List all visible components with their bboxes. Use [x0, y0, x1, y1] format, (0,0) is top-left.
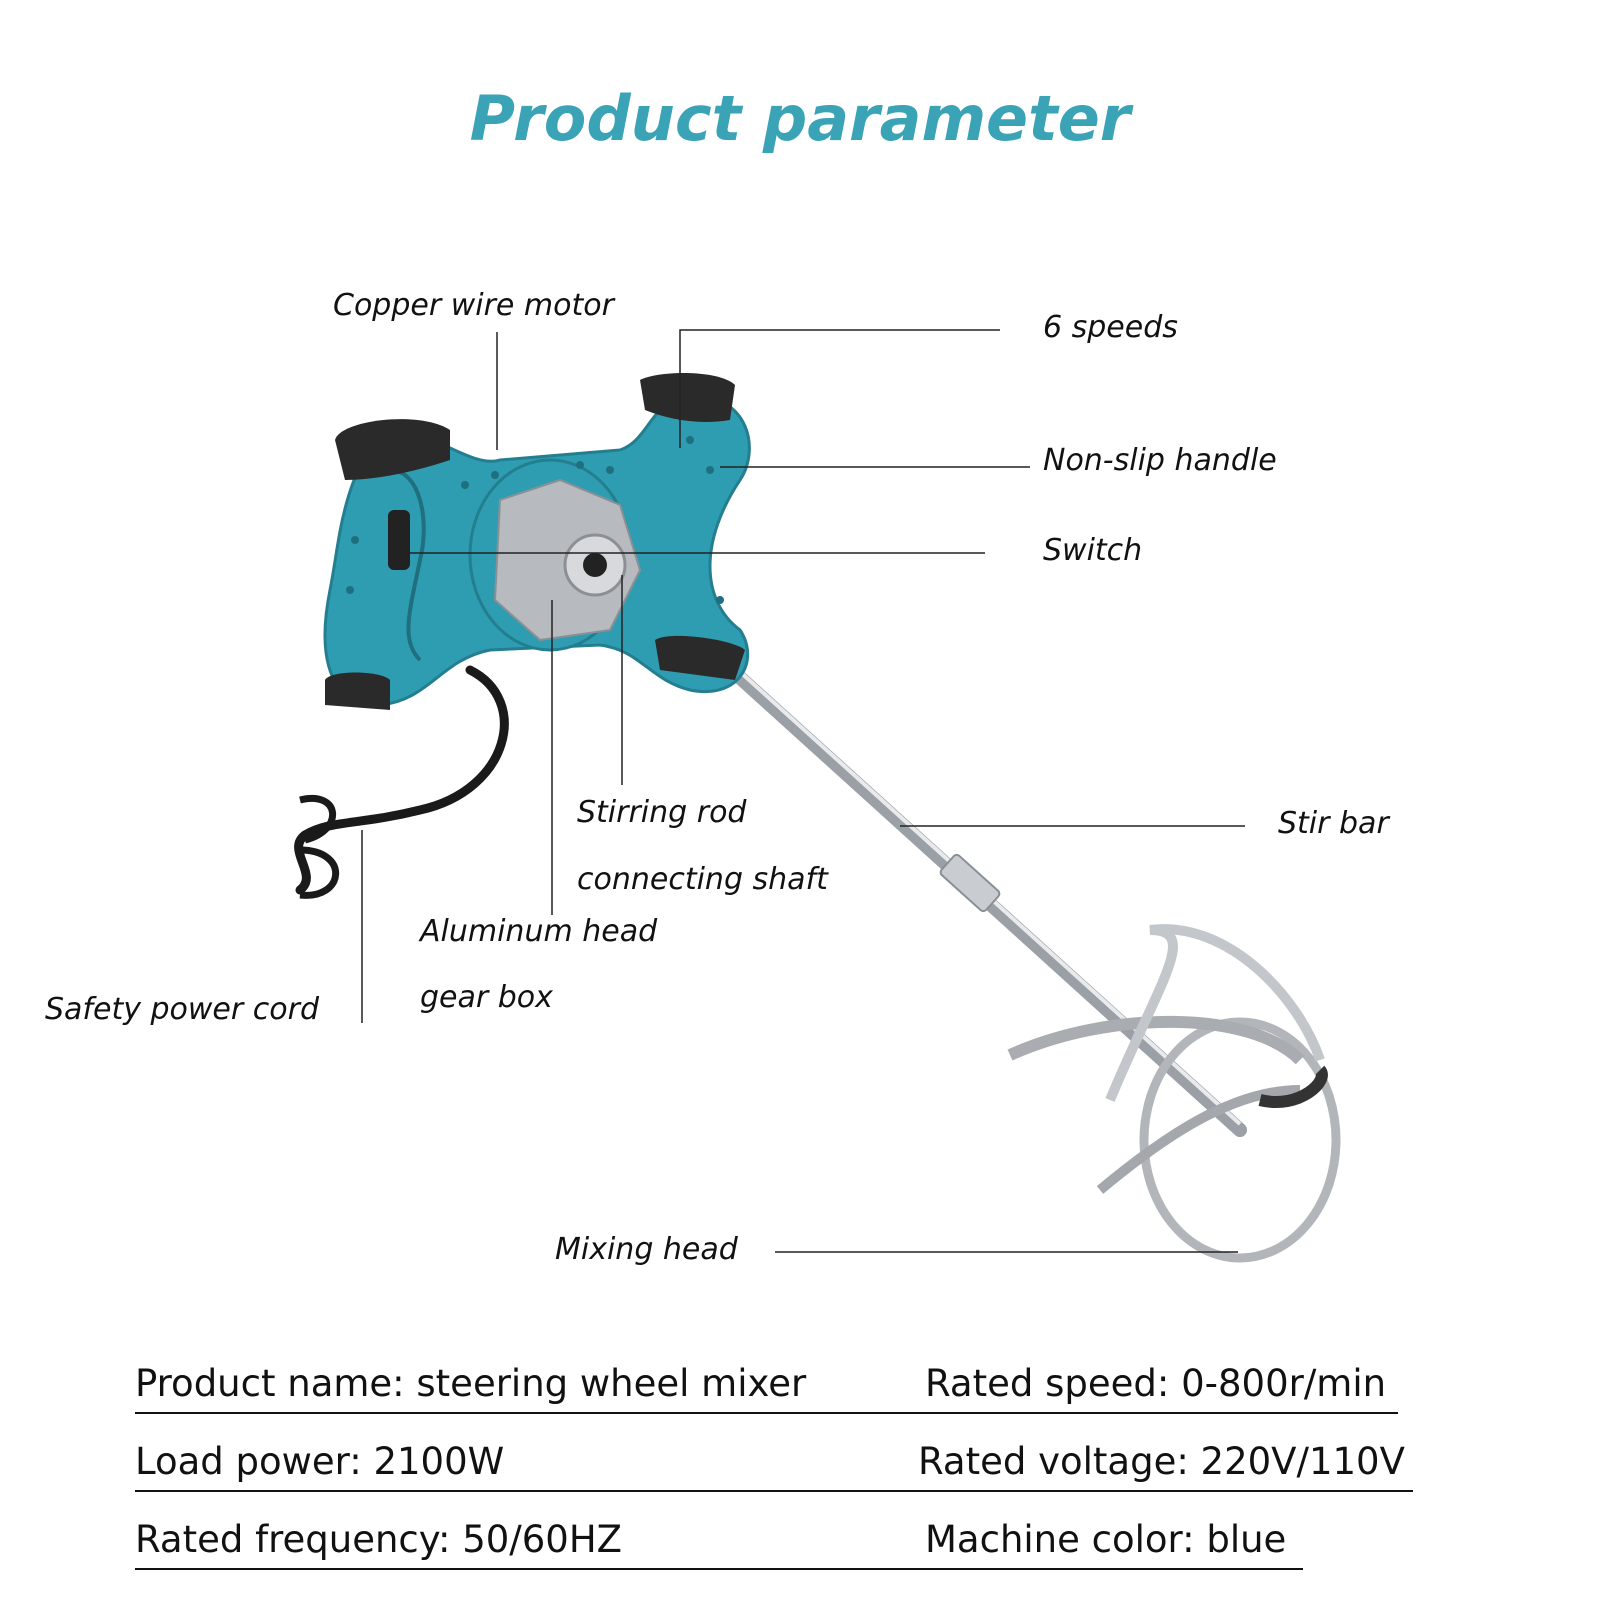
spec-product-name: Product name: steering wheel mixer: [135, 1362, 807, 1405]
label-stirring-rod: Stirring rod: [577, 795, 747, 830]
spec-row-3-underline: [135, 1568, 1303, 1570]
spec-row-1-underline: [135, 1412, 1398, 1414]
spec-rated-frequency: Rated frequency: 50/60HZ: [135, 1518, 622, 1561]
label-safety-power-cord: Safety power cord: [45, 992, 319, 1027]
label-six-speeds: 6 speeds: [1043, 310, 1178, 345]
label-aluminum-head: Aluminum head: [420, 914, 658, 949]
label-connecting-shaft: connecting shaft: [577, 862, 828, 897]
spec-row-2-underline: [135, 1490, 1413, 1492]
mixing-head-paddle: [1010, 929, 1336, 1258]
page-title: Product parameter: [469, 82, 1131, 155]
spec-load-power: Load power: 2100W: [135, 1440, 505, 1483]
spec-rated-voltage: Rated voltage: 220V/110V: [918, 1440, 1405, 1483]
label-switch: Switch: [1043, 533, 1143, 568]
label-gear-box: gear box: [420, 980, 553, 1015]
spec-rated-speed: Rated speed: 0-800r/min: [925, 1362, 1387, 1405]
rod-coupler: [939, 853, 1001, 912]
label-mixing-head: Mixing head: [555, 1232, 738, 1267]
switch-button: [388, 510, 410, 570]
spec-machine-color: Machine color: blue: [925, 1518, 1287, 1561]
label-non-slip-handle: Non-slip handle: [1043, 443, 1277, 478]
label-copper-wire-motor: Copper wire motor: [333, 288, 614, 323]
label-stir-bar: Stir bar: [1278, 806, 1389, 841]
